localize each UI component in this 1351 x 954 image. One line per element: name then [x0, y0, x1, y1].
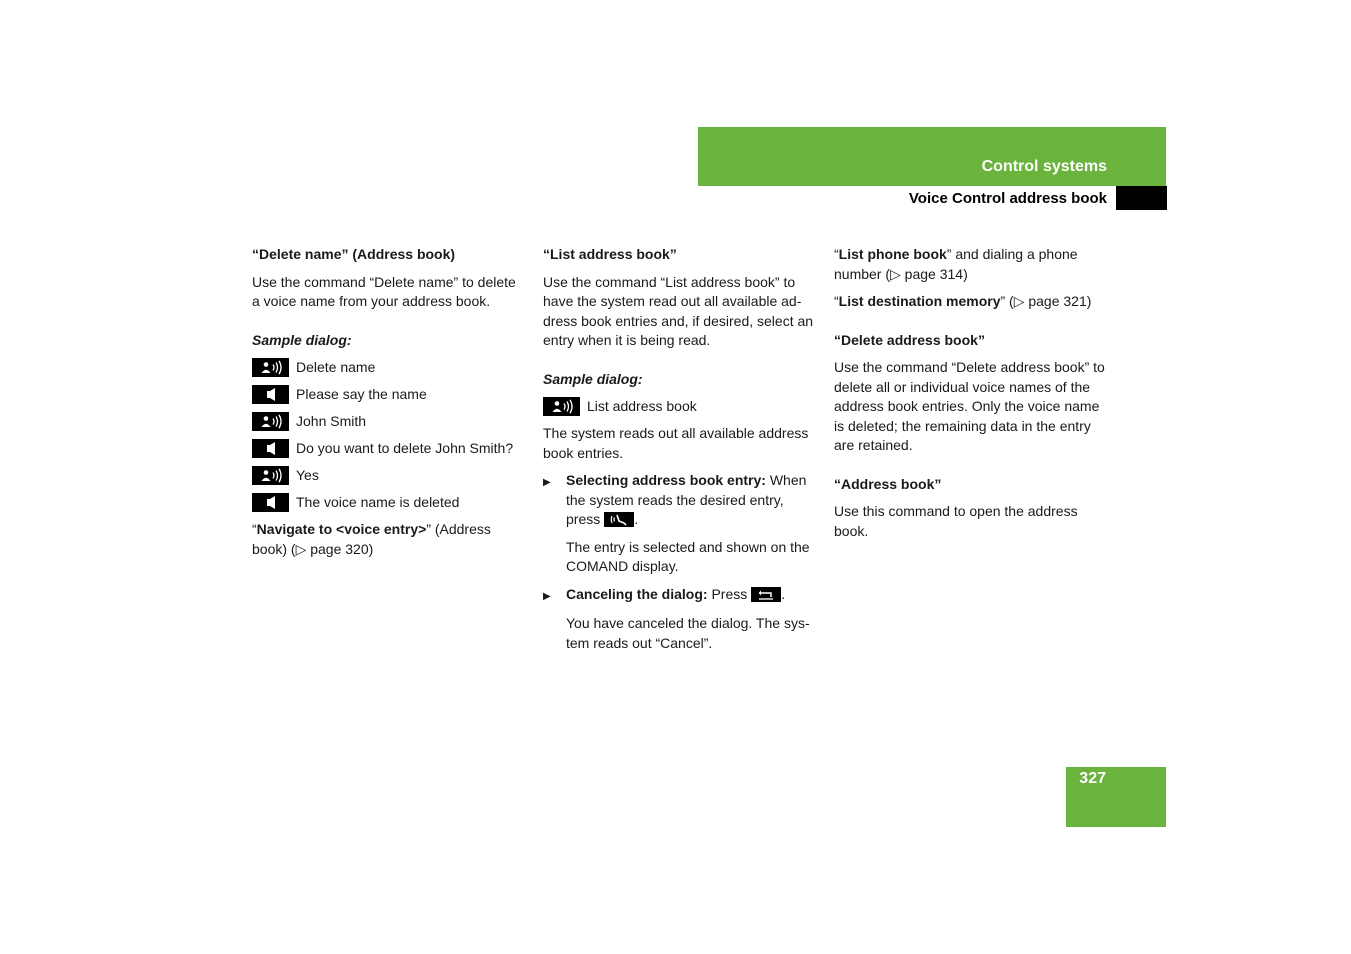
back-button-icon [751, 587, 781, 602]
list-address-book-intro: Use the command “List address book” to have the system read out all available ad-dress book entries and, if desired, select an entry when it is being read. [543, 273, 814, 348]
list-phone-book-reference: “List phone book” and dialing a phone number (▷ page 314) [834, 246, 1078, 282]
list-destination-memory-reference: “List destination memory” (▷ page 321) [834, 293, 1092, 309]
sample-dialog-label: Sample dialog: [543, 370, 643, 387]
dialog-line [252, 358, 527, 377]
subsection-title: Voice Control address book [908, 190, 1107, 207]
bullet-selecting-entry: ▶ Selecting address book entry: When the system reads the desired entry, press . [543, 471, 818, 530]
dialog-line [252, 493, 527, 512]
user-speech-icon [252, 412, 289, 431]
talk-button-icon [604, 512, 634, 527]
header-bar [698, 127, 1166, 186]
dialog-text: John Smith [296, 412, 367, 429]
heading-delete-address-book: “Delete address book” [834, 331, 985, 348]
speaker-icon [252, 439, 289, 458]
section-title: Control systems [981, 158, 1107, 175]
sample-dialog-label: Sample dialog: [252, 331, 352, 348]
heading-list-address-book: “List address book” [543, 246, 677, 262]
dialog-line [543, 397, 818, 416]
after-dialog-text: The system reads out all available address book entries. [543, 425, 809, 461]
bullet-canceling-result: You have canceled the dialog. The sys-tem reads out “Cancel”. [566, 615, 810, 651]
heading-delete-name: “Delete name” (Address book) [252, 246, 456, 262]
dialog-text: Delete name [296, 358, 376, 375]
heading-address-book: “Address book” [834, 475, 942, 492]
navigate-reference: “Navigate to <voice entry>” (Address book) (▷ page 320) [252, 521, 491, 557]
user-speech-icon [252, 358, 289, 377]
user-speech-icon [252, 466, 289, 485]
bullet-arrow-icon: ▶ [543, 477, 551, 488]
page-number: 327 [1079, 770, 1106, 787]
dialog-line [252, 466, 527, 485]
dialog-text: Please say the name [296, 385, 427, 402]
bullet-selecting-result: The entry is selected and shown on the COMAND display. [566, 538, 810, 574]
speaker-icon [252, 493, 289, 512]
delete-name-intro: Use the command “Delete name” to delete a voice name from your address book. [252, 273, 516, 309]
dialog-line [252, 412, 527, 431]
delete-address-book-text: Use the command “Delete address book” to delete all or individual voice names of the address book entries. Only the voice name is deleted; the remaining data in the entry are retained. [834, 359, 1105, 453]
dialog-text: List address book [587, 397, 697, 414]
column-delete-name [252, 245, 527, 567]
dialog-line [252, 439, 527, 458]
column-references [834, 245, 1109, 549]
dialog-text: The voice name is deleted [296, 493, 460, 510]
dialog-text: Yes [296, 466, 319, 483]
header-tab-marker [1116, 186, 1167, 210]
dialog-text: Do you want to delete John Smith? [296, 439, 514, 456]
column-list-address-book [543, 245, 818, 661]
address-book-text: Use this command to open the address book. [834, 503, 1078, 539]
bullet-canceling-dialog: ▶ Canceling the dialog: Press . [543, 585, 818, 607]
dialog-line [252, 385, 527, 404]
bullet-arrow-icon: ▶ [543, 590, 551, 602]
user-speech-icon [543, 397, 580, 416]
navigate-command: Navigate to <voice entry> [256, 521, 427, 537]
speaker-icon [252, 385, 289, 404]
